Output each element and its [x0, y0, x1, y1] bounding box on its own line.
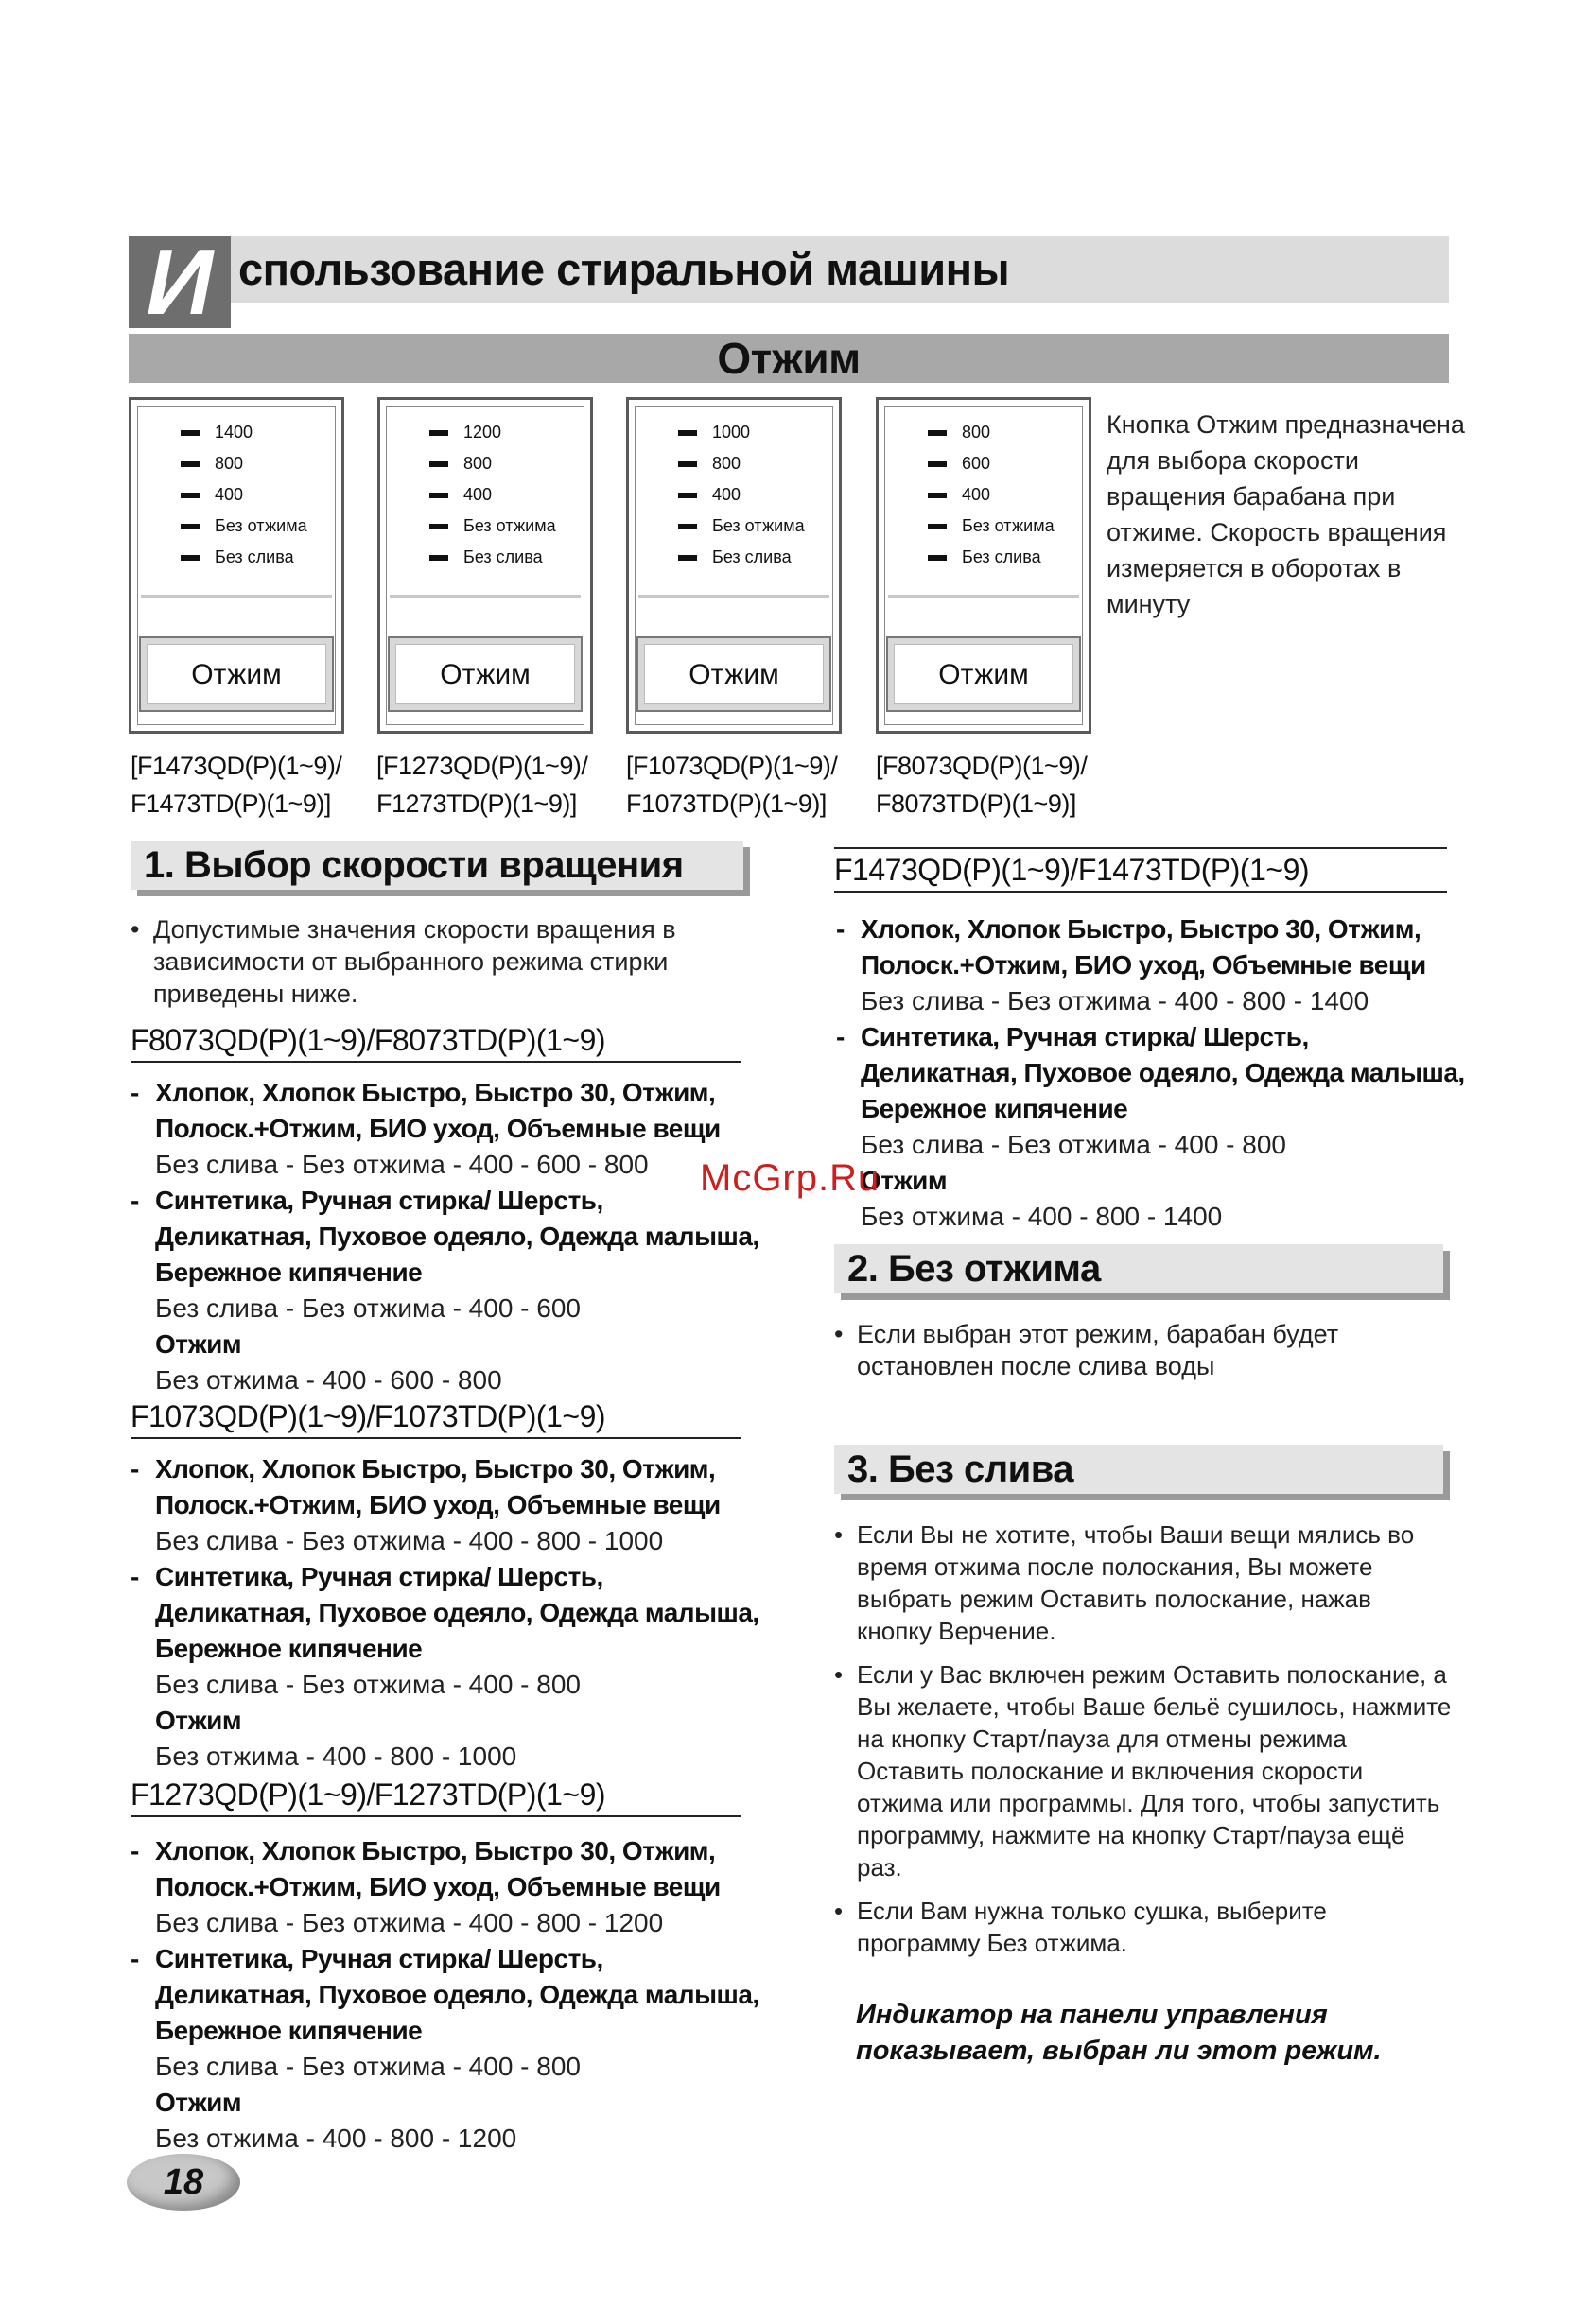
model-spin-group: - Хлопок, Хлопок Быстро, Быстро 30, Отжим, Полоск.+Отжим, БИО уход, Объемные вещи Без слива - Без отжима - 400 - 600 - 800 - Синтетика, Ручная стирка/ Шерсть, Деликатная, Пуховое одеяло, Одежда малыша, Бережное кипячение Без слива - Без отжима - 400 - 600 Отжим Без отжима - 400 - 600 - 800 — [131, 1078, 759, 1395]
speed-item: 800 — [181, 448, 307, 479]
section-heading-no-spin: 2. Без отжима — [834, 1244, 1443, 1293]
section-heading-speed: 1. Выбор скорости вращения — [131, 841, 743, 890]
spin-button[interactable]: Отжим — [388, 636, 583, 712]
section2-bullet: • Если выбран этот режим, барабан будет остановлен после слива воды — [834, 1320, 1339, 1380]
speed-item: 800 — [928, 417, 1055, 448]
speed-item: 400 — [678, 479, 805, 511]
model-heading: F1473QD(P)(1~9)/F1473TD(P)(1~9) — [834, 847, 1447, 893]
speed-item: Без отжима — [678, 511, 805, 542]
spin-button[interactable]: Отжим — [139, 636, 334, 712]
section3-bullet: • Если у Вас включен режим Оставить полоскание, а Вы желаете, чтобы Ваше бельё сушилось, нажмите на кнопку Старт/пауза для отмены режима Оставить полоскание и включения скорости отжима или программы. Для того, чтобы запустить программу, нажмите на кнопку Старт/пауза ещё раз. — [834, 1660, 1452, 1882]
speed-item: 1200 — [429, 417, 556, 448]
section3-bullet: • Если Вы не хотите, чтобы Ваши вещи мялись во время отжима после полоскания, Вы можете выбрать режим Оставить полоскание, нажав кнопку Верчение. — [834, 1520, 1415, 1645]
speed-item: Без отжима — [429, 511, 556, 542]
speed-item: Без слива — [678, 542, 805, 573]
section-heading-no-drain: 3. Без слива — [834, 1445, 1443, 1494]
spin-button[interactable]: Отжим — [636, 636, 831, 712]
spin-button[interactable]: Отжим — [886, 636, 1081, 712]
model-heading: F8073QD(P)(1~9)/F8073TD(P)(1~9) — [131, 1019, 741, 1063]
speed-item: 400 — [181, 479, 307, 511]
speed-list — [429, 417, 556, 573]
panel-caption: [F1473QD(P)(1~9)/ F1473TD(P)(1~9)] — [131, 752, 342, 818]
model-heading: F1273QD(P)(1~9)/F1273TD(P)(1~9) — [131, 1774, 741, 1817]
speed-list — [181, 417, 307, 573]
model-heading: F1073QD(P)(1~9)/F1073TD(P)(1~9) — [131, 1396, 741, 1439]
speed-item: Без отжима — [928, 511, 1055, 542]
spin-panel-800 — [876, 397, 1091, 734]
speed-list — [678, 417, 805, 573]
model-spin-group: - Хлопок, Хлопок Быстро, Быстро 30, Отжим, Полоск.+Отжим, БИО уход, Объемные вещи Без слива - Без отжима - 400 - 800 - 1000 - Синтетика, Ручная стирка/ Шерсть, Деликатная, Пуховое одеяло, Одежда малыша, Бережное кипячение Без слива - Без отжима - 400 - 800 Отжим Без отжима - 400 - 800 - 1000 — [131, 1454, 759, 1771]
speed-item: Без слива — [181, 542, 307, 573]
section1-bullet: • Допустимые значения скорости вращения в зависимости от выбранного режима стирки приведены ниже. — [131, 915, 676, 1008]
intro-text: Кнопка Отжим предназначена для выбора скорости вращения барабана при отжиме. Скорость вращения измеряется в оборотах в минуту — [1107, 410, 1465, 618]
speed-item: Без отжима — [181, 511, 307, 542]
model-spin-group: - Хлопок, Хлопок Быстро, Быстро 30, Отжим, Полоск.+Отжим, БИО уход, Объемные вещи Без слива - Без отжима - 400 - 800 - 1400 - Синтетика, Ручная стирка/ Шерсть, Деликатная, Пуховое одеяло, Одежда малыша, Бережное кипячение Без слива - Без отжима - 400 - 800 Отжим Без отжима - 400 - 800 - 1400 — [836, 914, 1465, 1231]
speed-item: 1400 — [181, 417, 307, 448]
watermark: McGrp.Ru — [700, 1157, 880, 1199]
section3-bullet: • Если Вам нужна только сушка, выберите программу Без отжима. — [834, 1897, 1327, 1957]
header-initial-letter: И — [129, 236, 231, 328]
indicator-note: Индикатор на панели управления показывает, выбран ли этот режим. — [856, 2000, 1382, 2066]
speed-item: 600 — [928, 448, 1055, 479]
panel-caption: [F8073QD(P)(1~9)/ F8073TD(P)(1~9)] — [876, 752, 1088, 818]
speed-item: 400 — [928, 479, 1055, 511]
speed-item: 800 — [678, 448, 805, 479]
speed-item: 800 — [429, 448, 556, 479]
speed-item: 1000 — [678, 417, 805, 448]
spin-panel-1000 — [626, 397, 842, 734]
speed-item: Без слива — [928, 542, 1055, 573]
speed-item: Без слива — [429, 542, 556, 573]
page-subtitle: Отжим — [717, 334, 861, 383]
spin-panel-1400 — [129, 397, 344, 734]
page-title: спользование стиральной машины — [238, 244, 1010, 294]
model-spin-group: - Хлопок, Хлопок Быстро, Быстро 30, Отжим, Полоск.+Отжим, БИО уход, Объемные вещи Без слива - Без отжима - 400 - 800 - 1200 - Синтетика, Ручная стирка/ Шерсть, Деликатная, Пуховое одеяло, Одежда малыша, Бережное кипячение Без слива - Без отжима - 400 - 800 Отжим Без отжима - 400 - 800 - 1200 — [131, 1836, 759, 2153]
panel-caption: [F1073QD(P)(1~9)/ F1073TD(P)(1~9)] — [626, 752, 838, 818]
speed-item: 400 — [429, 479, 556, 511]
speed-list — [928, 417, 1055, 573]
page-number: 18 — [127, 2154, 240, 2211]
panel-caption: [F1273QD(P)(1~9)/ F1273TD(P)(1~9)] — [376, 752, 588, 818]
spin-panel-1200 — [377, 397, 593, 734]
